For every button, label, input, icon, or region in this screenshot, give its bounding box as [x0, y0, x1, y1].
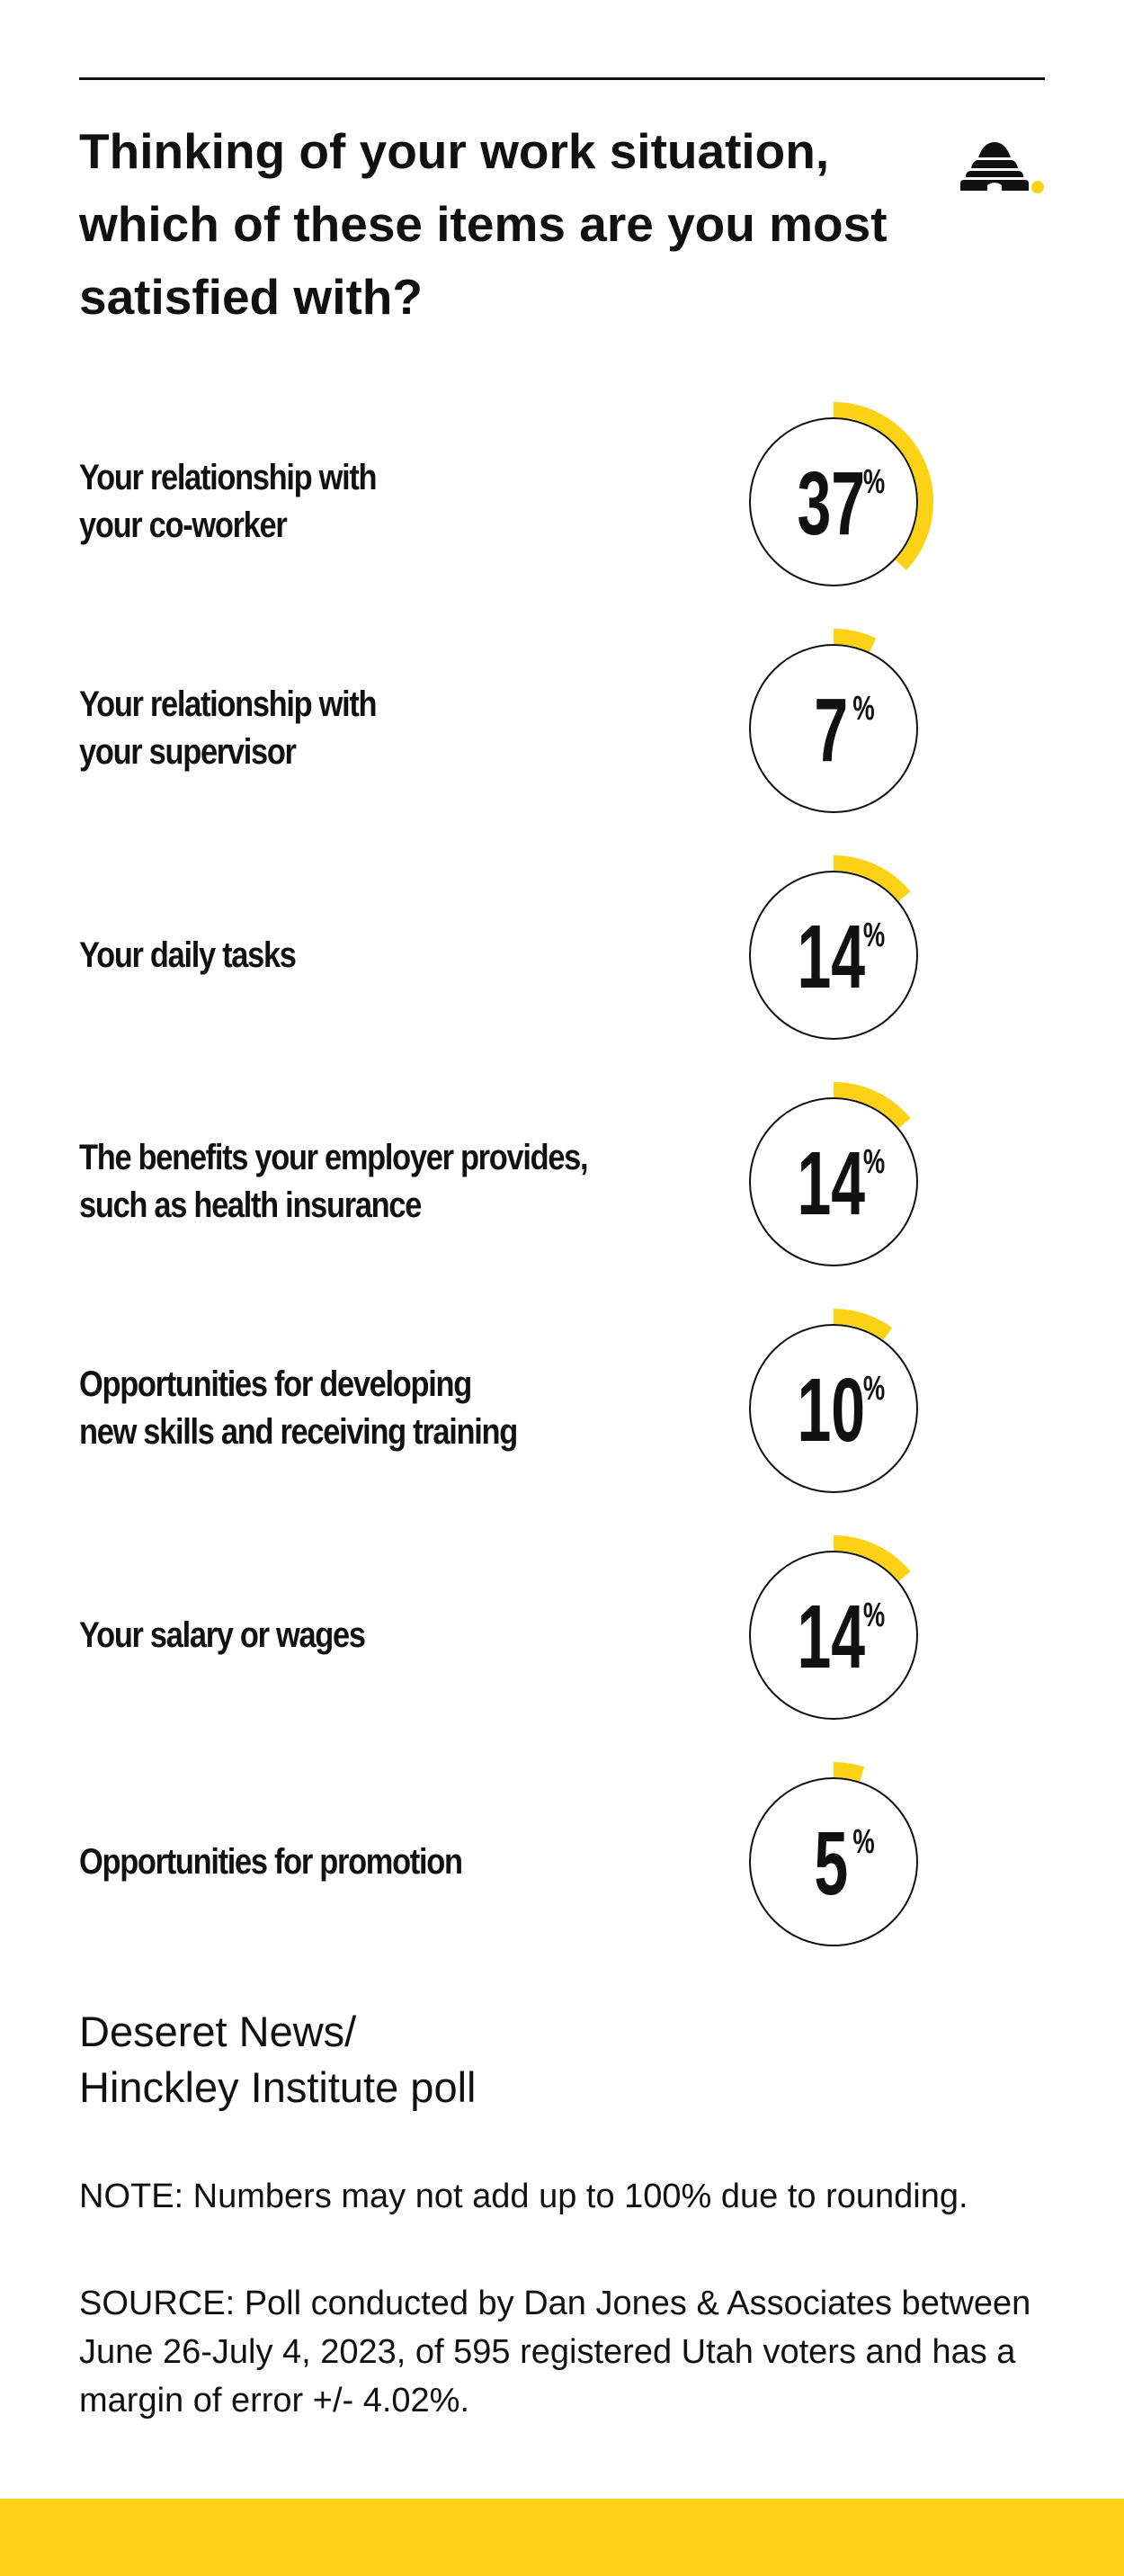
percent-sign: % — [852, 1822, 875, 1862]
value-arc — [834, 637, 873, 646]
value-label: 7 — [814, 681, 849, 782]
footer-title-line: Deseret News/ — [79, 2008, 357, 2055]
category-label — [79, 1527, 636, 1743]
value-label: 5 — [814, 1814, 849, 1915]
chart-row — [0, 394, 1124, 610]
top-rule — [79, 77, 1045, 80]
chart-row — [0, 1754, 1124, 1970]
percent-sign: % — [862, 1142, 886, 1182]
chart-title: Thinking of your work situation, which of these items are you most satisfied with? — [79, 123, 888, 325]
category-label-line: your supervisor — [79, 732, 296, 772]
percent-sign: % — [862, 1369, 886, 1409]
source-text: SOURCE: Poll conducted by Dan Jones & Associates between June 26-July 4, 2023, of 595 registered Utah voters and has a margin of error +/- 4.02%. — [79, 2285, 1031, 2419]
category-label-line: Your daily tasks — [79, 935, 296, 975]
value-arc — [834, 1770, 862, 1775]
category-label — [79, 847, 636, 1063]
percent-sign: % — [862, 462, 886, 502]
category-label-line: your co-worker — [79, 505, 287, 545]
category-label-line: Your relationship with — [79, 684, 377, 724]
category-label — [79, 621, 636, 836]
category-label-line: Your relationship with — [79, 458, 377, 497]
value-label: 14 — [797, 1134, 866, 1235]
category-label-line: Your salary or wages — [79, 1614, 365, 1655]
footer-bar — [0, 2499, 1124, 2576]
chart-row — [0, 621, 1124, 836]
value-label: 10 — [797, 1361, 866, 1462]
footer-title-line: Hinckley Institute poll — [79, 2063, 477, 2111]
percent-sign: % — [852, 689, 875, 729]
category-label-line: such as health insurance — [79, 1185, 422, 1225]
category-label-line: Opportunities for developing — [79, 1364, 471, 1404]
value-dial — [737, 859, 953, 1075]
category-label — [79, 1754, 636, 1970]
beehive-icon — [950, 126, 1048, 207]
value-label: 14 — [797, 908, 866, 1008]
chart-row — [0, 1301, 1124, 1516]
chart-row — [0, 1527, 1124, 1743]
category-label — [79, 1074, 636, 1290]
value-dial — [737, 1312, 953, 1528]
note-text: NOTE: Numbers may not add up to 100% due to rounding. — [79, 2178, 968, 2215]
value-label: 14 — [797, 1588, 866, 1688]
value-dial — [737, 1766, 953, 1981]
category-label — [79, 394, 636, 610]
percent-sign: % — [862, 1596, 886, 1635]
chart-row — [0, 1074, 1124, 1290]
category-label-line: Opportunities for promotion — [79, 1841, 462, 1882]
value-label: 37 — [797, 454, 866, 555]
category-label — [79, 1301, 636, 1516]
percent-sign: % — [862, 916, 886, 955]
value-dial — [737, 1086, 953, 1301]
value-dial — [737, 406, 953, 622]
value-dial — [737, 632, 953, 848]
footer-title — [79, 2004, 888, 2115]
category-label-line: new skills and receiving training — [79, 1412, 517, 1452]
chart-row — [0, 847, 1124, 1063]
category-label-line: The benefits your employer provides, — [79, 1138, 588, 1177]
value-dial — [737, 1539, 953, 1755]
